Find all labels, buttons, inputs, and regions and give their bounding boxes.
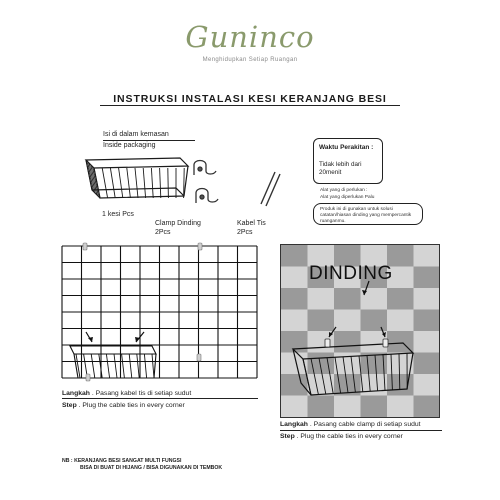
step1-step-text: . Plug the cable ties in every corner: [78, 402, 185, 409]
package-heading-id: Isi di dalam kemasan: [103, 131, 169, 138]
step2-langkah-text: . Pasang cable clamp di setiap sudut: [309, 421, 421, 428]
brand-logo: Guninco: [185, 20, 315, 54]
step1-langkah: [62, 390, 191, 397]
wire-grid-illustration: [62, 246, 262, 386]
step2-langkah: [280, 421, 421, 428]
wall-panel: [280, 244, 440, 418]
product-note-text: Produk ini di gunakan untuk solusi catatan/hiasan dinding yang mempercantik ruanganmu.: [320, 207, 412, 224]
package-item-cable-qty: 2Pcs: [237, 229, 253, 236]
product-note-box: [313, 203, 423, 225]
step2-langkah-label: Langkah: [280, 421, 308, 428]
assembly-time-heading: Waktu Perakitan :: [319, 144, 374, 151]
step2-underline: [280, 430, 442, 431]
footer-note-line2: BISA DI BUAT DI HIJANG / BISA DIGUNAKAN DI TEMBOK: [80, 465, 223, 471]
assembly-time-value: Tidak lebih dari 20menit: [319, 161, 362, 177]
wall-basket-illustration: [281, 245, 439, 417]
step1-step: [62, 402, 185, 409]
step1-langkah-text: . Pasang kabel tis di setiap sudut: [91, 390, 192, 397]
step1-step-label: Step: [62, 402, 77, 409]
wall-label: DINDING: [309, 263, 393, 284]
package-item-clamp-qty: 2Pcs: [155, 229, 171, 236]
step2-step-label: Step: [280, 433, 295, 440]
step1-langkah-label: Langkah: [62, 390, 90, 397]
title-underline: [100, 105, 400, 106]
step1-underline: [62, 398, 258, 399]
tools-value: Alat yang diperlukan Palu: [320, 195, 375, 200]
package-heading-underline: [103, 140, 195, 141]
cable-tie-icon: [255, 170, 285, 210]
footer-note-line1: NB : KERANJANG BESI SANGAT MULTI FUNGSI: [62, 458, 182, 464]
package-item-clamp-label: Clamp Dinding: [155, 220, 201, 227]
page-title: INSTRUKSI INSTALASI KESI KERANJANG BESI: [113, 93, 387, 105]
package-heading-en: Inside packaging: [103, 142, 156, 149]
tools-heading: Alat yang di perlukan :: [320, 188, 368, 193]
package-item-cable-label: Kabel Tis: [237, 220, 266, 227]
clamp-icon: [188, 157, 228, 217]
step2-step-text: . Plug the cable ties in every corner: [296, 433, 403, 440]
brand-tagline: Menghidupkan Setiap Ruangan: [202, 57, 298, 63]
assembly-time-box: [313, 138, 383, 184]
basket-illustration: [80, 150, 190, 210]
package-item-basket: 1 kesi Pcs: [102, 211, 134, 218]
step2-step: [280, 433, 403, 440]
